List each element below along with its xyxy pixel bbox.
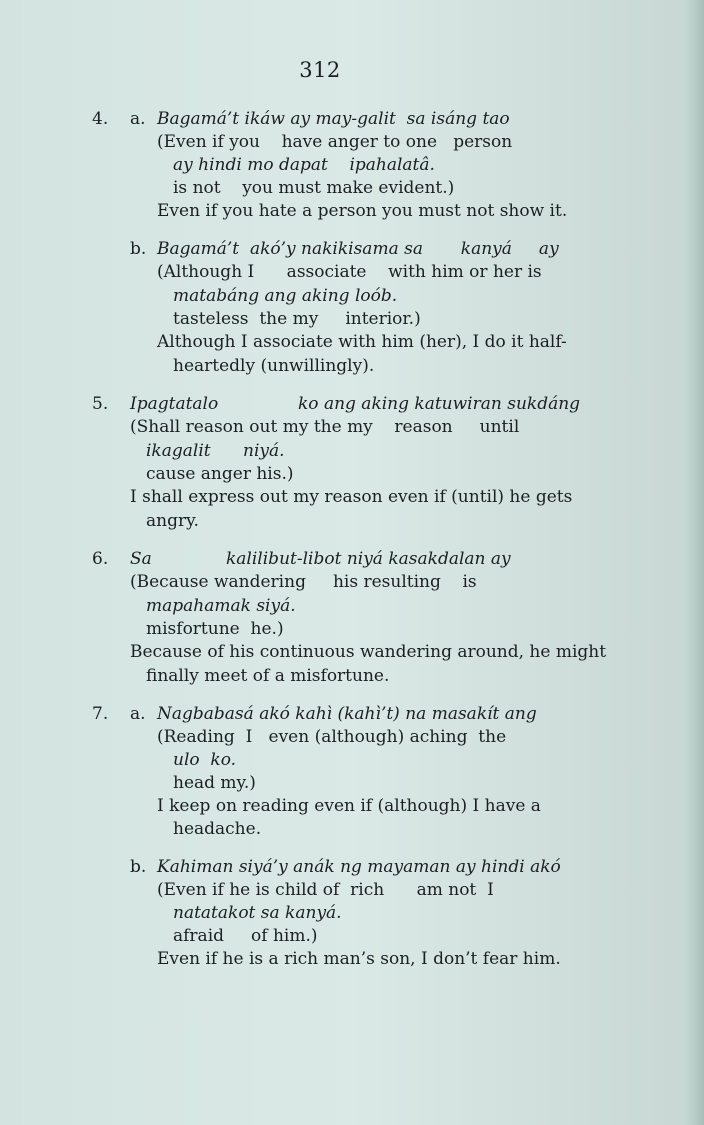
gloss-line: (Reading I even (although) aching the [157,727,507,747]
gloss-line: (Even if you have anger to one person [157,132,513,152]
gloss-line: (Because wandering his resulting is [130,572,477,592]
gloss-line: (Shall reason out my the my reason until [130,417,520,437]
gloss-line: head my.) [173,773,256,793]
tagalog-line: ay hindi mo dapat ipahalatâ. [173,155,435,175]
gloss-line: afraid of him.) [173,926,318,946]
tagalog-line: Kahiman siyá’y anák ng mayaman ay hindi akó [157,857,561,877]
sub-label: a. [130,109,146,129]
book-gutter [682,0,704,1125]
gloss-line: tasteless the my interior.) [173,309,421,329]
tagalog-line: Nagbabasá akó kahì (kahì’t) na masakít ang [157,704,537,724]
tagalog-line: Sa [130,549,152,569]
translation-line: I shall express out my reason even if (until) he gets [130,487,573,507]
gloss-line: (Even if he is child of rich am not I [157,880,494,900]
tagalog-line: kalilibut-libot niyá kasakdalan ay [226,549,511,569]
translation-line: I keep on reading even if (although) I have a [157,796,541,816]
gloss-line: is not you must make evident.) [173,178,455,198]
translation-line: Although I associate with him (her), I do it half- [157,332,567,352]
example-number: 4. [92,109,109,129]
tagalog-line: matabáng ang aking loób. [173,286,398,306]
translation-line: angry. [146,511,199,531]
translation-line: Because of his continuous wandering around, he might [130,642,607,662]
sub-label: a. [130,704,146,724]
translation-line: finally meet of a misfortune. [146,666,390,686]
tagalog-line: ko ang aking katuwiran sukdáng [298,394,581,414]
example-number: 7. [92,704,109,724]
sub-label: b. [130,857,147,877]
example-number: 6. [92,549,109,569]
tagalog-line: Ipagtatalo [130,394,219,414]
tagalog-line: mapahamak siyá. [146,596,296,616]
translation-line: headache. [173,819,262,839]
tagalog-line: ulo ko. [173,750,237,770]
sub-label: b. [130,239,147,259]
translation-line: Even if he is a rich man’s son, I don’t fear him. [157,949,561,969]
page-number: 312 [299,58,341,82]
example-number: 5. [92,394,109,414]
gloss-line: cause anger his.) [146,464,294,484]
tagalog-line: Bagamá’t ikáw ay may-galit sa isáng tao [157,109,510,129]
tagalog-line: ikagalit niyá. [146,441,285,461]
translation-line: heartedly (unwillingly). [173,356,375,376]
gloss-line: misfortune he.) [146,619,284,639]
tagalog-line: natatakot sa kanyá. [173,903,342,923]
tagalog-line: Bagamá’t akó’y nakikisama sa kanyá ay [157,239,559,259]
gloss-line: (Although I associate with him or her is [157,262,542,282]
translation-line: Even if you hate a person you must not show it. [157,201,568,221]
